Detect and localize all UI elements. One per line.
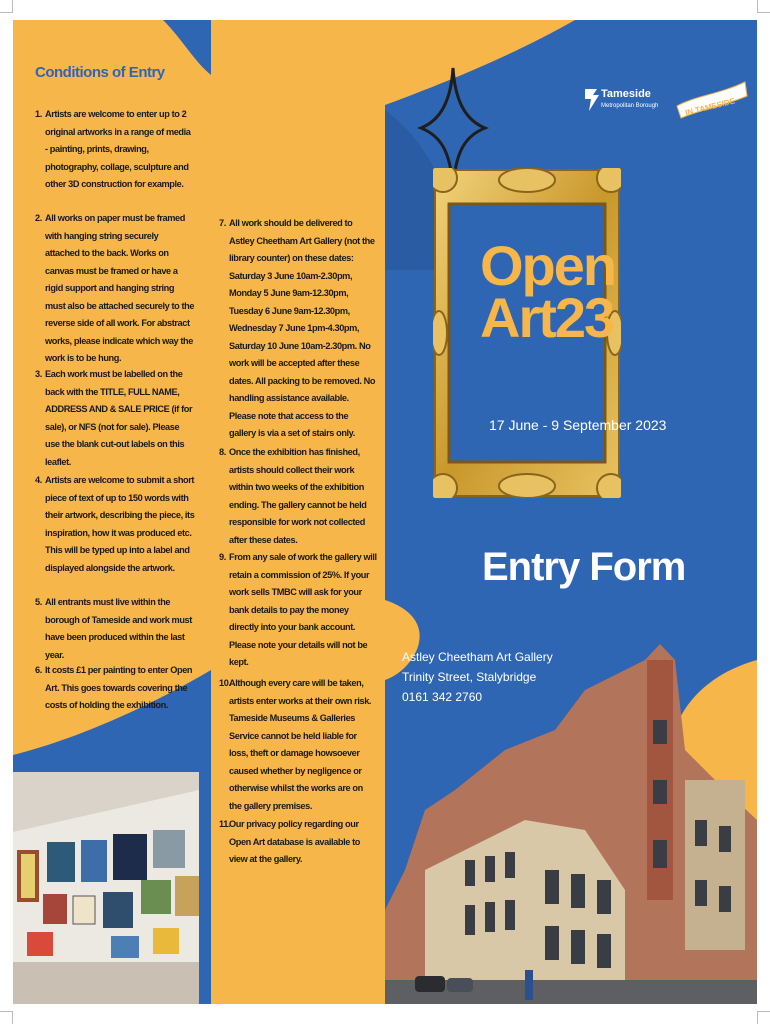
crop-mark-bl xyxy=(0,1011,13,1024)
condition-item-8 xyxy=(219,444,377,549)
condition-item-7 xyxy=(219,215,377,443)
condition-text: All work should be delivered to Astley Cheetham Art Gallery (not the library counter) on these dates: Saturday 3 June 10am-2.30pm, Monday 5 June 9am-12.30pm, Tuesday 6 June 9am-12.30pm, Wednesday 7 June 1pm-4.30pm, Saturday 10 June 10am-2.30pm. No work will be accepted after these dates. All packing to be removed. No handling assistance available. Please note that access to the gallery is via a set of stairs only. xyxy=(229,218,376,438)
leaflet xyxy=(13,20,757,1004)
condition-text: All works on paper must be framed with hanging string securely attached to the back. Works on canvas must be framed or have a rigid support and hanging string must also be attached securely to the reverse side of all work. For abstract works, please indicate which way the work is to be hung. xyxy=(45,213,195,363)
condition-text: Once the exhibition has finished, artists should collect their work within two weeks of the exhibition ending. The gallery cannot be held responsible for work not collected after these dates. xyxy=(229,447,367,545)
panel-cover xyxy=(385,20,757,1004)
venue-name: Astley Cheetham Art Gallery xyxy=(402,650,553,664)
crop-mark-br xyxy=(757,1011,770,1024)
venue-address: Trinity Street, Stalybridge xyxy=(402,670,537,684)
condition-item-4 xyxy=(35,472,195,577)
condition-item-1 xyxy=(35,106,195,194)
venue-phone: 0161 342 2760 xyxy=(402,690,483,704)
condition-text: Artists are welcome to enter up to 2 original artworks in a range of media - painting, prints, drawing, photography, collage, sculpture and other 3D construction for example. xyxy=(45,109,191,189)
condition-item-2 xyxy=(35,210,195,368)
condition-number: 7. xyxy=(219,218,226,228)
condition-text: From any sale of work the gallery will retain a commission of 25%. If your work sells TMBC will ask for your bank details to pay the money directly into your bank account. Please note your details will not be kept. xyxy=(229,552,377,667)
condition-item-5 xyxy=(35,594,195,664)
title-line-art23: Art23 xyxy=(480,286,614,349)
condition-text: All entrants must live within the borough of Tameside and work must have been produced within the last year. xyxy=(45,597,192,660)
condition-number: 9. xyxy=(219,552,226,562)
exhibition-dates: 17 June - 9 September 2023 xyxy=(489,417,667,433)
condition-text: Each work must be labelled on the back with the TITLE, FULL NAME, ADDRESS AND & SALE PRICE (if for sale), or NFS (not for sale). Please use the blank cut-out labels on this leaflet. xyxy=(45,369,193,467)
crop-mark-tl xyxy=(0,0,13,13)
condition-item-6 xyxy=(35,662,195,715)
crop-mark-tr xyxy=(757,0,770,13)
in-tameside-text: IN TAMESIDE xyxy=(684,96,736,118)
condition-text: It costs £1 per painting to enter Open Art. This goes towards covering the costs of holding the exhibition. xyxy=(45,665,193,710)
condition-text: Although every care will be taken, artists enter works at their own risk. Tameside Museums & Galleries Service cannot be held liable for loss, theft or damage howsoever caused whether by negligence or otherwise whilst the works are on the gallery premises. xyxy=(229,678,372,811)
entry-form-title: Entry Form xyxy=(482,545,686,589)
tameside-logo xyxy=(583,85,663,115)
condition-number: 6. xyxy=(35,665,42,675)
gallery-interior-photo xyxy=(13,772,199,1004)
condition-number: 11. xyxy=(219,819,231,829)
conditions-heading: Conditions of Entry xyxy=(35,64,165,81)
panel-conditions-left xyxy=(13,20,211,1004)
condition-item-9 xyxy=(219,549,377,672)
panel-conditions-middle xyxy=(199,20,385,1004)
condition-number: 4. xyxy=(35,475,42,485)
condition-text: Our privacy policy regarding our Open Art database is available to view at the gallery. xyxy=(229,819,360,864)
condition-item-3 xyxy=(35,366,195,471)
gallery-building-photo xyxy=(385,630,757,1004)
condition-number: 1. xyxy=(35,109,42,119)
condition-text: Artists are welcome to submit a short piece of text of up to 150 words with their artwork, describing the piece, its inspiration, how it was produced etc. This will be typed up into a label and displayed alongside the artwork. xyxy=(45,475,195,573)
condition-number: 8. xyxy=(219,447,226,457)
condition-item-10 xyxy=(219,675,377,815)
condition-number: 2. xyxy=(35,213,42,223)
in-tameside-logo xyxy=(675,76,749,124)
condition-number: 10. xyxy=(219,678,231,688)
condition-number: 3. xyxy=(35,369,42,379)
tameside-logo-text: Tameside xyxy=(601,88,651,100)
tameside-logo-subtext: Metropolitan Borough xyxy=(601,103,659,109)
condition-item-11 xyxy=(219,816,377,869)
title-line-open: Open xyxy=(480,234,616,297)
condition-number: 5. xyxy=(35,597,42,607)
exhibition-title xyxy=(480,234,630,349)
